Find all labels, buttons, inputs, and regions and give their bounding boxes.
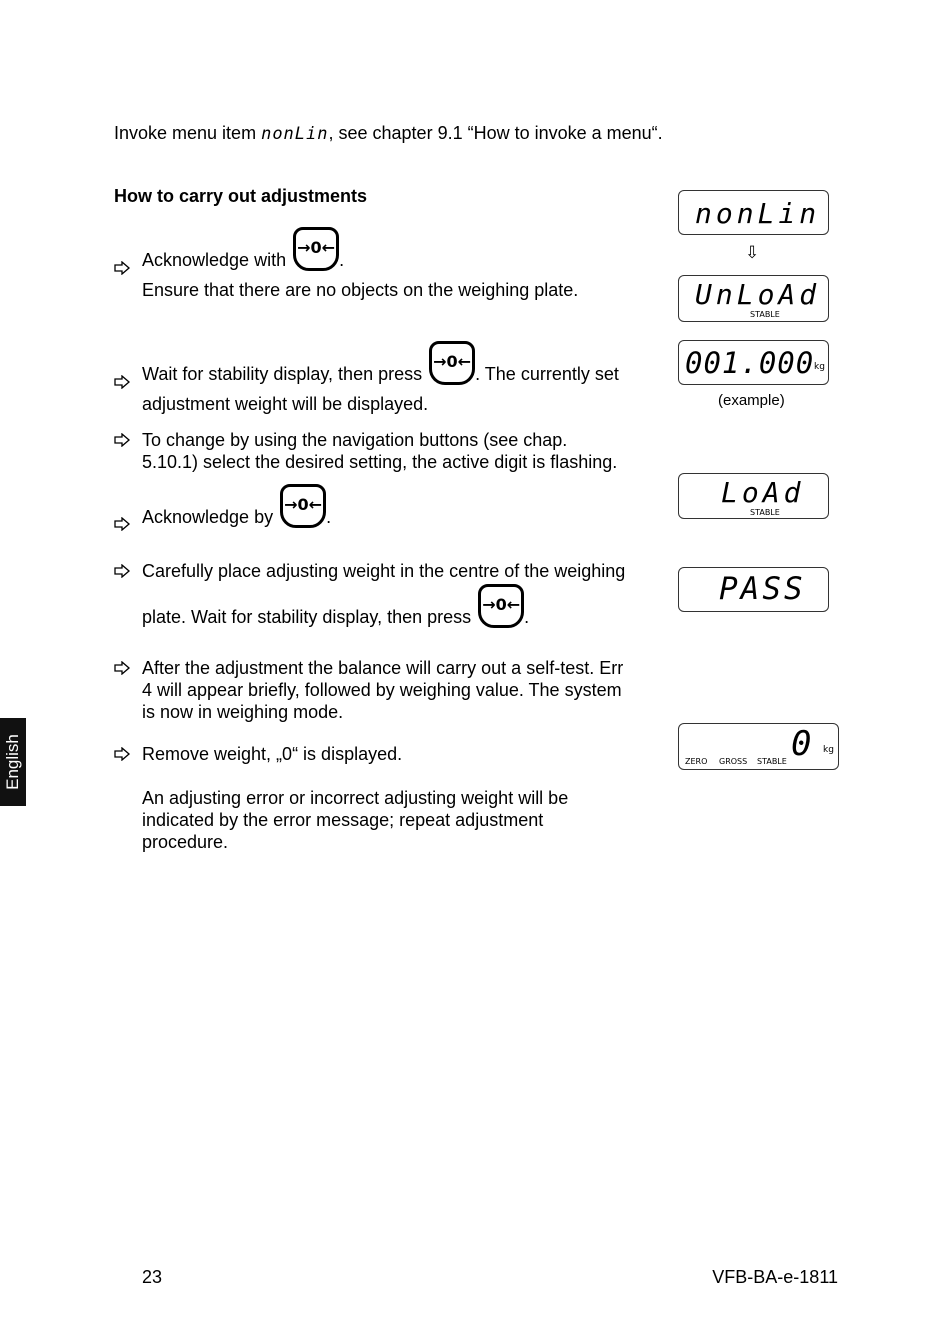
step-4-line-1: [142, 484, 331, 528]
section-heading: How to carry out adjustments: [114, 186, 368, 206]
step-6-line-1: After the adjustment the balance will carry out a self-test. Err: [142, 658, 624, 678]
bullet-arrow-icon: [114, 564, 130, 578]
intro-after: , see chapter 9.1 “How to invoke a menu“.: [328, 123, 663, 143]
step-6-line-2: 4 will appear briefly, followed by weighing value. The system: [142, 680, 622, 700]
step-3-line-1: To change by using the navigation buttons (see chap.: [142, 430, 568, 450]
zero-key-icon: →0←: [478, 584, 524, 628]
note-line-2: indicated by the error message; repeat adjustment: [142, 810, 544, 830]
zero-indicator: ZERO: [685, 757, 708, 766]
bullet-arrow-icon: [114, 747, 130, 761]
zero-key-icon: →0←: [293, 227, 339, 271]
step-5-period: .: [524, 607, 530, 627]
step-1-period: .: [339, 250, 345, 270]
zero-key-icon: →0←: [429, 341, 475, 385]
lcd-text: LoAd: [721, 476, 805, 509]
step-5-line-2: [142, 584, 529, 628]
lcd-value: 0: [791, 724, 816, 764]
intro-lcd-word: nonLin: [261, 124, 329, 144]
lcd-display-weight: [678, 340, 829, 385]
stable-indicator: STABLE: [757, 757, 787, 766]
lcd-display-nonlin: [678, 190, 829, 235]
example-caption: (example): [718, 392, 785, 409]
zero-key-icon: →0←: [280, 484, 326, 528]
language-tab-label: English: [3, 734, 22, 790]
intro-line: [114, 122, 663, 145]
step-2-text-b: . The currently set: [475, 364, 619, 384]
step-7-line: Remove weight, „0“ is displayed.: [142, 744, 403, 764]
step-2-line-2: adjustment weight will be displayed.: [142, 394, 429, 414]
step-3-line-2: 5.10.1) select the desired setting, the active digit is flashing.: [142, 452, 618, 472]
gross-indicator: GROSS: [719, 757, 748, 766]
lcd-text: UnLoAd: [695, 278, 821, 311]
unit-kg: kg: [823, 745, 834, 755]
lcd-display-zero: [678, 723, 839, 770]
lcd-text: 001.000: [685, 346, 815, 380]
lcd-display-unload: [678, 275, 829, 322]
bullet-arrow-icon: [114, 375, 130, 389]
step-1-line-1: [142, 227, 344, 271]
page-number: 23: [142, 1267, 163, 1287]
lcd-text: PASS: [719, 571, 806, 607]
bullet-arrow-icon: [114, 661, 130, 675]
lcd-display-load: [678, 473, 829, 519]
language-tab: [0, 718, 26, 806]
bullet-arrow-icon: [114, 517, 130, 531]
lcd-display-pass: [678, 567, 829, 612]
step-5-line-1: Carefully place adjusting weight in the centre of the weighing: [142, 561, 626, 581]
step-1-text: Acknowledge with: [142, 250, 287, 270]
bullet-arrow-icon: [114, 261, 130, 275]
step-2-text: Wait for stability display, then press: [142, 364, 423, 384]
intro-before: Invoke menu item: [114, 123, 262, 143]
unit-kg: kg: [814, 362, 825, 372]
step-4-period: .: [326, 507, 332, 527]
note-line-1: An adjusting error or incorrect adjusting weight will be: [142, 788, 569, 808]
stable-indicator: STABLE: [750, 508, 780, 517]
step-2-line-1: [142, 341, 619, 385]
down-arrow-icon: ⇩: [745, 243, 760, 263]
lcd-text: nonLin: [695, 197, 821, 230]
step-6-line-3: is now in weighing mode.: [142, 702, 344, 722]
note-line-3: procedure.: [142, 832, 229, 852]
step-4-text: Acknowledge by: [142, 507, 274, 527]
step-5-text-b: plate. Wait for stability display, then press: [142, 607, 472, 627]
document-id: VFB-BA-e-1811: [712, 1267, 838, 1287]
stable-indicator: STABLE: [750, 310, 780, 319]
step-1-line-2: Ensure that there are no objects on the weighing plate.: [142, 280, 579, 300]
bullet-arrow-icon: [114, 433, 130, 447]
